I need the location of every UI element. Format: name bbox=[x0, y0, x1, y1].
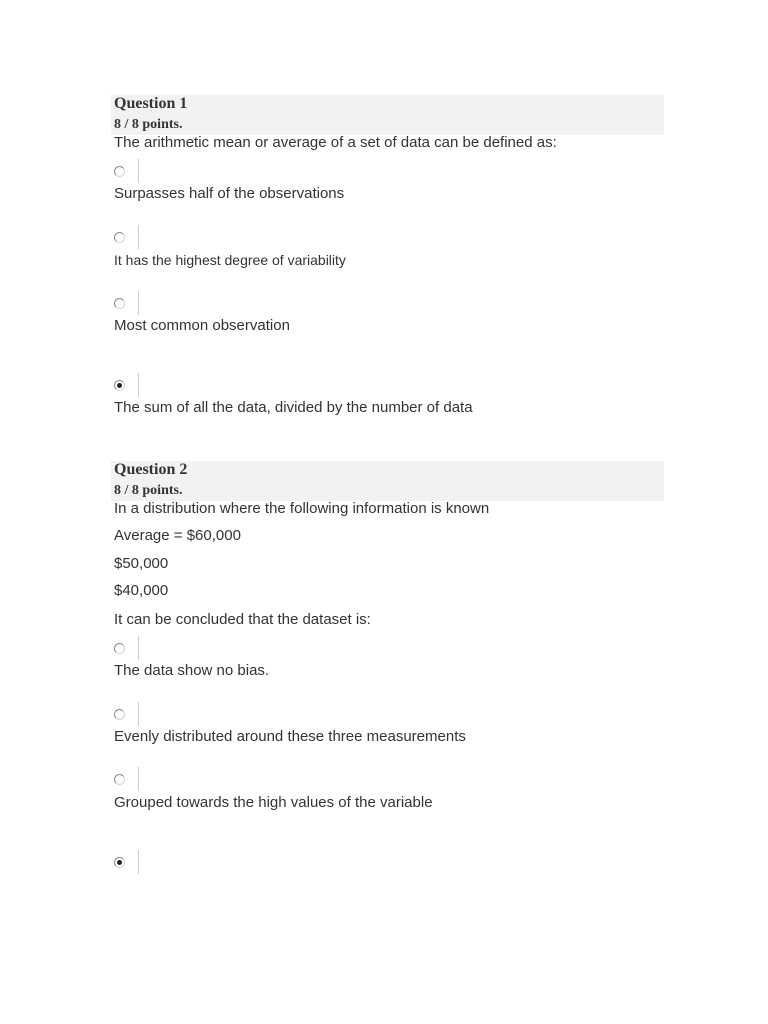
answer-option-label: Most common observation bbox=[114, 317, 290, 334]
question-prompt-line: Average = $60,000 bbox=[114, 527, 241, 544]
radio-button[interactable] bbox=[114, 643, 125, 654]
question-prompt-line: $40,000 bbox=[114, 582, 169, 599]
answer-option-2[interactable] bbox=[114, 225, 144, 249]
radio-button[interactable] bbox=[114, 232, 125, 243]
question-title: Question 1 bbox=[114, 95, 188, 112]
option-divider bbox=[138, 225, 139, 249]
question-prompt: The arithmetic mean or average of a set of data can be defined as: bbox=[114, 134, 557, 151]
answer-option-label: The data show no bias. bbox=[114, 662, 270, 679]
question-1-header bbox=[111, 95, 664, 135]
answer-option-4[interactable] bbox=[114, 373, 144, 397]
question-prompt-line: $50,000 bbox=[114, 555, 169, 572]
option-divider bbox=[138, 702, 139, 726]
radio-button[interactable] bbox=[114, 709, 125, 720]
question-points: 8 / 8 points. bbox=[114, 483, 183, 498]
answer-option-label: Surpasses half of the observations bbox=[114, 185, 345, 202]
answer-option-1[interactable] bbox=[114, 159, 144, 183]
answer-option-label: Evenly distributed around these three measurements bbox=[114, 728, 466, 745]
radio-button[interactable] bbox=[114, 774, 125, 785]
option-divider bbox=[138, 291, 139, 315]
answer-option-label: It has the highest degree of variability bbox=[114, 252, 346, 268]
radio-button-selected[interactable] bbox=[114, 857, 125, 868]
radio-button[interactable] bbox=[114, 298, 125, 309]
option-divider bbox=[138, 767, 139, 791]
answer-option-label: The sum of all the data, divided by the number of data bbox=[114, 399, 473, 416]
question-prompt-line: It can be concluded that the dataset is: bbox=[114, 611, 371, 628]
question-title: Question 2 bbox=[114, 461, 188, 478]
answer-option-3[interactable] bbox=[114, 767, 144, 791]
answer-option-4[interactable] bbox=[114, 850, 144, 874]
radio-button-selected[interactable] bbox=[114, 380, 125, 391]
answer-option-3[interactable] bbox=[114, 291, 144, 315]
answer-option-2[interactable] bbox=[114, 702, 144, 726]
question-points: 8 / 8 points. bbox=[114, 117, 183, 132]
radio-button[interactable] bbox=[114, 166, 125, 177]
answer-option-label: Grouped towards the high values of the variable bbox=[114, 794, 433, 811]
option-divider bbox=[138, 373, 139, 397]
option-divider bbox=[138, 850, 139, 874]
question-prompt-line: In a distribution where the following information is known bbox=[114, 500, 490, 517]
question-2-header bbox=[111, 461, 664, 501]
option-divider bbox=[138, 636, 139, 660]
option-divider bbox=[138, 159, 139, 183]
answer-option-1[interactable] bbox=[114, 636, 144, 660]
